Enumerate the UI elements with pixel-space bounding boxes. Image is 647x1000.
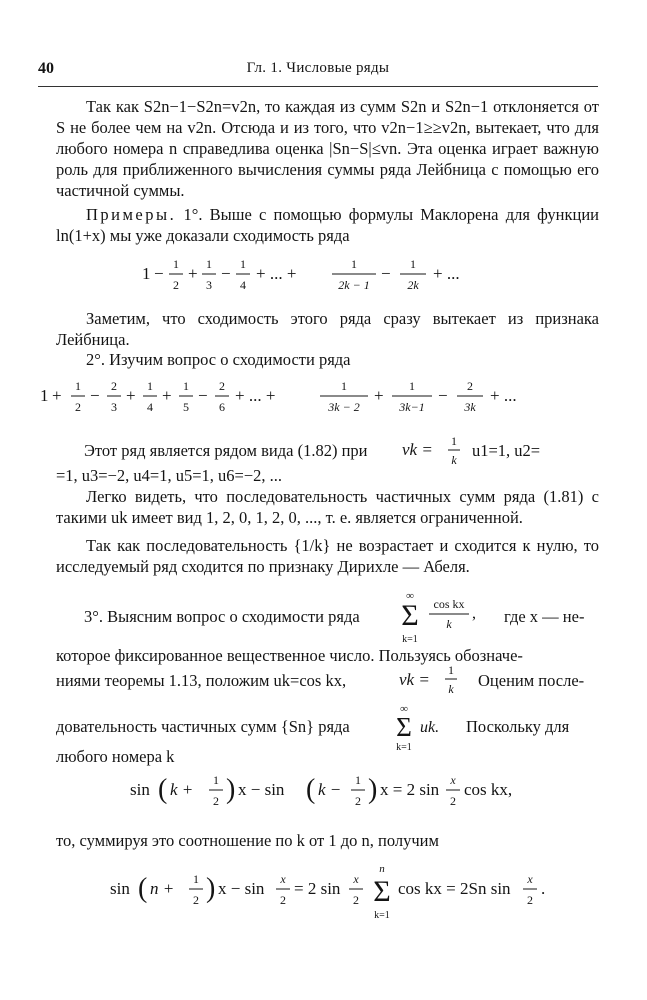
f4-n-plus: n + bbox=[150, 879, 175, 898]
sum-cos-num: cos kx bbox=[433, 597, 465, 611]
page-number: 40 bbox=[38, 60, 54, 77]
f2-frac-1-num: 1 bbox=[75, 379, 81, 393]
paragraph-text: Легко видеть, что последовательность частичных сумм ряда (1.81) с такими uk имеет вид 1, 2, 0, 1, 2, 0, ..., т. е. является ограниченной. bbox=[56, 487, 599, 527]
paragraph-text: которое фиксированное вещественное число. Пользуясь обозначе- bbox=[56, 646, 523, 665]
f3-half-1-den: 2 bbox=[213, 794, 219, 808]
p11-text-a: довательность частичных сумм {Sn} ряда bbox=[56, 717, 350, 736]
formula-sin-identity bbox=[120, 766, 540, 816]
example-1-text: 1°. Выше с помощью формулы Маклорена для функции ln(1+x) мы уже доказали сходимость ряда bbox=[56, 205, 600, 245]
paragraph-any-k bbox=[56, 746, 599, 767]
paragraph-partial-sums-sn bbox=[56, 702, 599, 750]
paragraph-theorem-notation bbox=[56, 662, 599, 698]
f1-frac-1-num: 1 bbox=[173, 257, 179, 271]
paragraph-text: Заметим, что сходимость этого ряда сразу вытекает из признака Лейбница. bbox=[56, 309, 599, 349]
f2-start: 1 bbox=[40, 386, 49, 405]
svg-text:−: − bbox=[381, 264, 391, 283]
paragraph-text: Так как последовательность {1/k} не возрастает и сходится к нулю, то исследуемый ряд сходится по признаку Дирихле — Абеля. bbox=[56, 536, 599, 576]
svg-text:(: ( bbox=[306, 774, 316, 805]
paragraph-remark bbox=[56, 308, 599, 350]
page-header bbox=[38, 60, 598, 82]
vk-num: 1 bbox=[451, 434, 457, 448]
f4-x3-den: 2 bbox=[527, 893, 533, 907]
f3-k-plus: k + bbox=[170, 780, 194, 799]
paragraph-example-2 bbox=[56, 349, 599, 370]
paragraph-text: то, суммируя это соотношение по k от 1 до n, получим bbox=[56, 831, 439, 850]
f4-x1-num: x bbox=[280, 872, 286, 886]
f4-sum-top: n bbox=[379, 863, 385, 875]
sigma-icon: Σ bbox=[401, 599, 419, 632]
f2-frac-6-den: 3k − 2 bbox=[328, 400, 360, 414]
f1-end: + ... bbox=[433, 264, 460, 283]
examples-lead: Примеры. bbox=[86, 205, 177, 224]
svg-text:+: + bbox=[188, 264, 198, 283]
f4-eq2sin: = 2 sin bbox=[294, 879, 341, 898]
svg-text:+: + bbox=[162, 386, 172, 405]
svg-text:−: − bbox=[221, 264, 231, 283]
vk-fraction-2 bbox=[399, 662, 469, 698]
sum-cos-den: k bbox=[446, 617, 452, 631]
svg-text:): ) bbox=[226, 774, 236, 805]
vk2-den: k bbox=[448, 682, 454, 696]
f2-frac-5-num: 2 bbox=[219, 379, 225, 393]
vk2-lhs: vk = bbox=[399, 670, 430, 689]
f1-frac-2-num: 1 bbox=[206, 257, 212, 271]
running-title: Гл. 1. Числовые ряды bbox=[246, 60, 390, 76]
f4-sum-bottom: k=1 bbox=[374, 910, 390, 921]
f2-end: + ... bbox=[490, 386, 517, 405]
f4-x2-num: x bbox=[353, 872, 359, 886]
f3-rhs: x = 2 sin bbox=[380, 780, 440, 799]
p10-text-b: Оценим после- bbox=[478, 671, 585, 690]
f2-frac-2-num: 2 bbox=[111, 379, 117, 393]
sum-cos-bottom: k=1 bbox=[402, 634, 418, 644]
f2-frac-4-num: 1 bbox=[183, 379, 189, 393]
paragraph-example-3 bbox=[56, 588, 599, 644]
svg-text:(: ( bbox=[158, 774, 168, 805]
f1-frac-4-den: 2k − 1 bbox=[338, 278, 370, 292]
svg-text:+: + bbox=[126, 386, 136, 405]
f3-sin-1: sin bbox=[130, 780, 150, 799]
f2-frac-4-den: 5 bbox=[183, 400, 189, 414]
f4-x3-num: x bbox=[527, 872, 533, 886]
p10-text-a: ниями теоремы 1.13, положим uk=cos kx, bbox=[56, 671, 347, 690]
vk-fraction bbox=[402, 434, 466, 468]
f4-coskx: cos kx = 2Sn sin bbox=[398, 879, 511, 898]
paragraph-examples bbox=[56, 204, 599, 246]
p5-text-a: Этот ряд является рядом вида (1.82) при bbox=[84, 441, 368, 460]
paragraph-dirichlet bbox=[56, 535, 599, 577]
f1-frac-4-num: 1 bbox=[351, 257, 357, 271]
paragraph-text: любого номера k bbox=[56, 747, 175, 766]
f2-frac-7-num: 1 bbox=[409, 379, 415, 393]
f4-x1-den: 2 bbox=[280, 893, 286, 907]
f4-x-minus: x − sin bbox=[218, 879, 265, 898]
svg-text:−: − bbox=[438, 386, 448, 405]
f1-start: 1 bbox=[142, 264, 151, 283]
sum-uk-body: uk. bbox=[420, 719, 440, 736]
formula-series-1 bbox=[100, 252, 560, 298]
paragraph-text: Так как S2n−1−S2n=v2n, то каждая из сумм S2n и S2n−1 отклоняется от S не более чем на v2n. Отсюда и из того, что v2n−1≥≥v2n, вытекает, что для любого номера n справедлива оценка |Sn−S|≤vn. Эта оценка играет важную роль для приближенного вычисления суммы ряда Лейбница с помощью его частичной суммы. bbox=[56, 97, 599, 200]
f1-frac-3-num: 1 bbox=[240, 257, 246, 271]
f1-frac-1-den: 2 bbox=[173, 278, 179, 292]
sum-cos-series bbox=[396, 588, 486, 644]
paragraph-series-form bbox=[56, 434, 599, 467]
svg-text:−: − bbox=[90, 386, 100, 405]
formula-summed-identity bbox=[100, 858, 560, 928]
p5-text-b: u1=1, u2= bbox=[472, 441, 541, 460]
f4-tail: . bbox=[541, 879, 546, 898]
vk-den: k bbox=[451, 453, 457, 467]
f3-tail: cos kx, bbox=[464, 780, 513, 799]
f4-half-den: 2 bbox=[193, 893, 199, 907]
f2-frac-8-den: 3k bbox=[464, 400, 476, 414]
sigma-icon: Σ bbox=[396, 712, 412, 742]
svg-text:): ) bbox=[206, 873, 216, 904]
f4-half-num: 1 bbox=[193, 872, 199, 886]
f1-frac-2-den: 3 bbox=[206, 278, 212, 292]
sum-uk-top: ∞ bbox=[400, 703, 408, 715]
svg-text:,: , bbox=[472, 605, 476, 622]
formula-series-2 bbox=[30, 374, 620, 420]
f3-x-minus: x − sin bbox=[238, 780, 285, 799]
f2-frac-1-den: 2 bbox=[75, 400, 81, 414]
sigma-icon: Σ bbox=[373, 875, 391, 908]
f1-frac-5-num: 1 bbox=[410, 257, 416, 271]
sum-uk-series bbox=[392, 702, 452, 752]
f3-x-den: 2 bbox=[450, 794, 456, 808]
f3-half-2-den: 2 bbox=[355, 794, 361, 808]
svg-text:+: + bbox=[52, 386, 62, 405]
header-rule bbox=[38, 86, 598, 87]
sum-uk-bottom: k=1 bbox=[396, 742, 412, 752]
f1-mid: + ... + bbox=[256, 264, 297, 283]
f2-frac-3-num: 1 bbox=[147, 379, 153, 393]
f2-frac-6-num: 1 bbox=[341, 379, 347, 393]
svg-text:−: − bbox=[198, 386, 208, 405]
f2-frac-3-den: 4 bbox=[147, 400, 153, 414]
paragraph-partial-sums bbox=[56, 486, 599, 528]
f4-x2-den: 2 bbox=[353, 893, 359, 907]
paragraph-leibniz-estimate bbox=[56, 96, 599, 201]
f3-x-num: x bbox=[450, 773, 456, 787]
p11-text-b: Поскольку для bbox=[466, 717, 570, 736]
f1-frac-3-den: 4 bbox=[240, 278, 246, 292]
f2-frac-8-num: 2 bbox=[467, 379, 473, 393]
f2-frac-2-den: 3 bbox=[111, 400, 117, 414]
f2-frac-7-den: 3k−1 bbox=[399, 400, 425, 414]
svg-text:): ) bbox=[368, 774, 378, 805]
paragraph-text: 2°. Изучим вопрос о сходимости ряда bbox=[86, 350, 351, 369]
p8-text-a: 3°. Выясним вопрос о сходимости ряда bbox=[84, 607, 360, 626]
p8-text-b: где x — не- bbox=[504, 607, 585, 626]
svg-text:−: − bbox=[154, 264, 164, 283]
vk-lhs: vk = bbox=[402, 440, 433, 459]
f4-sin-1: sin bbox=[110, 879, 130, 898]
paragraph-series-form-cont bbox=[56, 465, 599, 486]
paragraph-summing bbox=[56, 830, 599, 851]
sum-cos-top: ∞ bbox=[406, 590, 414, 602]
f3-half-1-num: 1 bbox=[213, 773, 219, 787]
f1-frac-5-den: 2k bbox=[407, 278, 419, 292]
f3-half-2-num: 1 bbox=[355, 773, 361, 787]
paragraph-text: =1, u3=−2, u4=1, u5=1, u6=−2, ... bbox=[56, 466, 283, 485]
vk2-num: 1 bbox=[448, 663, 454, 677]
svg-text:(: ( bbox=[138, 873, 148, 904]
f2-frac-5-den: 6 bbox=[219, 400, 225, 414]
f2-mid: + ... + bbox=[235, 386, 276, 405]
f3-k-minus: k − bbox=[318, 780, 342, 799]
svg-text:+: + bbox=[374, 386, 384, 405]
